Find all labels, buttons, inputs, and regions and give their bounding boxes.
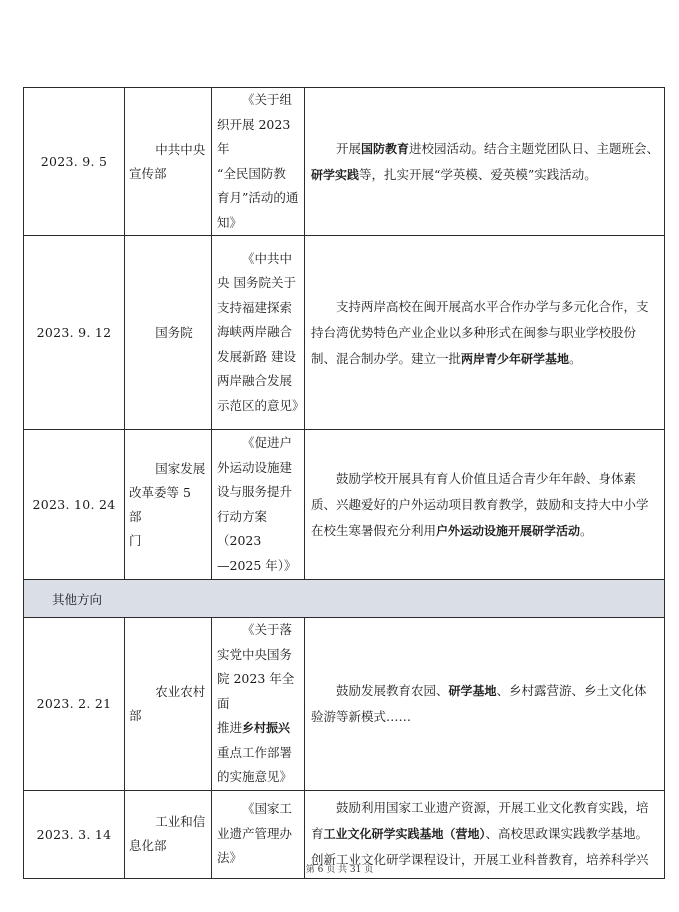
- department-line: 农业农村: [155, 683, 206, 699]
- description-text: 创新工业文化研学课程设计，开展工业科普教育，培养科学兴: [311, 852, 649, 867]
- document-title-line: 《促进户: [242, 435, 293, 450]
- document-title-line: 《国家工: [242, 801, 293, 817]
- description-text: 。: [569, 350, 582, 366]
- description-text: 在校生寒暑假充分利用: [311, 522, 437, 538]
- row-department: [125, 88, 212, 236]
- page-footer: 第 6 页 共 31 页: [305, 865, 374, 875]
- description-text: 鼓励学校开展具有育人价值且适合青少年年龄、身体素: [336, 470, 637, 486]
- department-line: 门: [129, 532, 142, 548]
- row-department: [125, 430, 212, 580]
- document-title-line: 发展新路 建设: [217, 348, 296, 364]
- document-title-line: 两岸融合发展: [217, 373, 293, 389]
- description-text: 验游等新模式……: [311, 708, 412, 724]
- section-row-other: [24, 580, 665, 618]
- description-text: 制、混合制办学。建立一批: [311, 350, 462, 366]
- row-date: 2023. 9. 12: [24, 236, 125, 430]
- table-row: [24, 618, 665, 791]
- table-row: [24, 430, 665, 580]
- row-date: 2023. 9. 5: [24, 88, 125, 236]
- document-title-line: 育月”活动的通: [217, 190, 299, 205]
- document-title-line: 知》: [217, 214, 243, 230]
- description-line: [311, 162, 662, 188]
- description-line: [311, 704, 662, 730]
- document-title-line: 的实施意见》: [217, 769, 293, 784]
- department-line: 部: [129, 707, 142, 723]
- highlight-text: 户外运动设施开展研学活动: [436, 523, 581, 538]
- description-line: [311, 136, 662, 162]
- description-line: [311, 346, 662, 372]
- row-date: 2023. 2. 21: [24, 618, 125, 791]
- description-line: [311, 821, 662, 847]
- row-description: [305, 618, 665, 791]
- document-title-line: 示范区的意见》: [217, 397, 305, 413]
- row-department: [125, 236, 212, 430]
- document-title-line: 院 2023 年全面: [217, 671, 295, 711]
- section-label: 其他方向: [24, 580, 665, 618]
- document-title-line: 业遗产管理办: [217, 825, 293, 841]
- row-date: 2023. 3. 14: [24, 790, 125, 878]
- description-text: 。: [580, 522, 593, 538]
- description-text: 、乡村露营游、乡土文化体: [496, 682, 647, 698]
- description-text: 进校园活动。结合主题党团队日、主题班会、: [409, 140, 660, 156]
- highlight-text: 国防教育: [361, 141, 410, 156]
- description-line: [311, 518, 662, 544]
- table-row: [24, 88, 665, 236]
- department-line: 息化部: [129, 838, 167, 853]
- document-title-line: 重点工作部署: [217, 744, 293, 760]
- row-description: [305, 430, 665, 580]
- document-title-line: 行动方案（2023: [217, 508, 268, 548]
- description-line: [311, 678, 662, 704]
- description-text: 鼓励发展教育农园、: [336, 682, 449, 698]
- document-title-line: 设与服务提升: [217, 484, 293, 499]
- department-line: 国家发展: [155, 460, 206, 476]
- description-text: 开展: [336, 140, 362, 156]
- document-title-line: 海峡两岸融合: [217, 324, 293, 340]
- document-title-line: 外运动设施建: [217, 459, 293, 475]
- highlight-text: 工业文化研学实践基地（营地）: [323, 827, 486, 841]
- document-title-line: 支持福建探索: [217, 299, 293, 315]
- row-document-title: [212, 88, 305, 236]
- document-title-line: 《中共中: [242, 250, 293, 266]
- row-document-title: [212, 236, 305, 430]
- row-department: [125, 618, 212, 791]
- document-title-emphasis: 乡村振兴: [242, 721, 291, 735]
- description-text: 鼓励利用国家工业遗产资源，开展工业文化教育实践，培: [336, 800, 649, 815]
- document-title-line: 《关于落: [242, 622, 293, 637]
- description-line: [311, 294, 662, 320]
- department-line: 工业和信: [155, 814, 206, 829]
- description-text: 、高校思政课实践教学基地。: [485, 826, 649, 841]
- row-description: [305, 236, 665, 430]
- description-text: 育: [311, 826, 324, 841]
- document-title-line: 织开展 2023 年: [217, 116, 291, 156]
- description-line: [311, 320, 662, 346]
- row-date: 2023. 10. 24: [24, 430, 125, 580]
- description-line: [311, 795, 662, 821]
- row-document-title: [212, 618, 305, 791]
- row-description: [305, 88, 665, 236]
- description-line: [311, 492, 662, 518]
- highlight-text: 两岸青少年研学基地: [461, 351, 570, 366]
- policy-table: [23, 87, 665, 879]
- document-title-line: 实党中央国务: [217, 646, 293, 662]
- description-text: 支持两岸高校在闽开展高水平合作办学与多元化合作，支: [336, 298, 649, 314]
- table-row: [24, 236, 665, 430]
- document-title-line: 央 国务院关于: [217, 275, 296, 291]
- department-line: 宣传部: [129, 165, 167, 181]
- description-text: 等，扎实开展“学英模、爱英模”实践活动。: [359, 166, 597, 182]
- document-title-line: “全民国防教: [217, 165, 286, 181]
- description-line: [311, 466, 662, 492]
- highlight-text: 研学实践: [311, 167, 360, 182]
- highlight-text: 研学基地: [448, 683, 497, 698]
- row-document-title: [212, 430, 305, 580]
- description-text: 持台湾优势特色产业企业以多种形式在闽参与职业学校股份: [311, 324, 637, 340]
- document-title-line: 推进乡村振兴: [217, 720, 291, 735]
- department-line: 中共中央: [155, 141, 206, 157]
- document-title-line: 《关于组: [242, 92, 293, 107]
- document-title-line: 法》: [217, 850, 243, 866]
- document-title-line: —2025 年）》: [217, 557, 297, 573]
- department-line: 国务院: [155, 324, 193, 340]
- description-text: 质、兴趣爱好的户外运动项目教育教学，鼓励和支持大中小学: [311, 496, 649, 512]
- department-line: 改革委等 5 部: [129, 484, 191, 524]
